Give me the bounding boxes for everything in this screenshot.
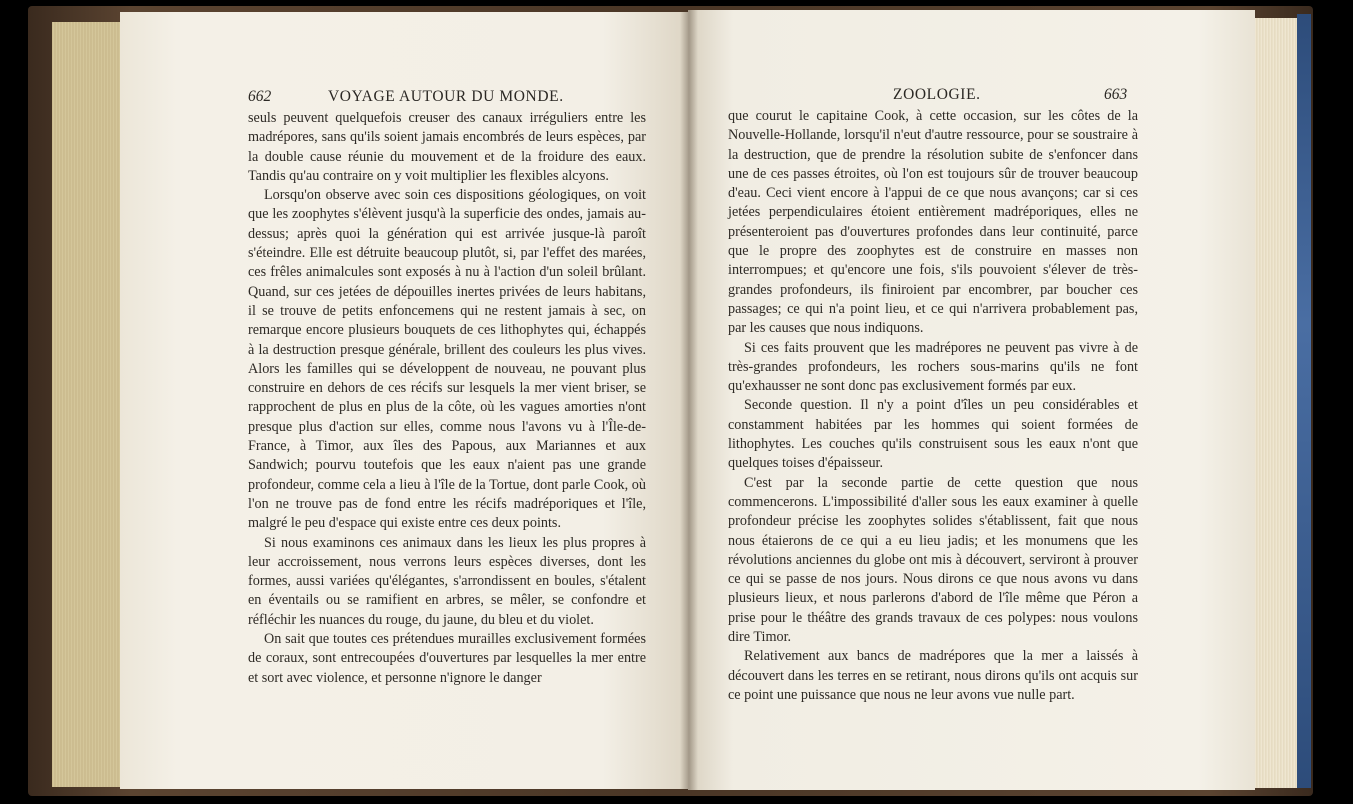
left-page-edges (52, 22, 122, 787)
right-paragraph-5: Relativement aux bancs de madrépores que la mer a laissés à découvert dans les terres en se retirant, nous dirons qu'ils ont acquis sur ce point une puissance que nous ne leur avons vue nulle part. (728, 648, 1138, 703)
left-paragraph-4: On sait que toutes ces prétendues murailles exclusivement formées de coraux, sont entrecoupées d'ouvertures par lesquelles la mer entre et sort avec violence, et personne n'ignore le danger (248, 631, 646, 686)
right-paragraph-2: Si ces faits prouvent que les madrépores ne peuvent pas vivre à de très-grandes profondeurs, les rochers sous-marins qu'ils ne font qu'exhausser ne sont donc pas exclusivement formés par eux. (728, 339, 1138, 395)
right-page (688, 10, 1255, 790)
left-running-head (248, 88, 668, 110)
left-paragraph-2: Lorsqu'on observe avec soin ces dispositions géologiques, on voit que les zoophytes s'élèvent jusqu'à la superficie des ondes, jamais au-dessus; après quoi la génération qui est arrivée jusque-là paroît s'éteindre. Elle est détruite beaucoup plutôt, si, par l'effet des marées, ces frêles animalcules sont exposés à nu à l'action d'un soleil brûlant. Quand, sur ces jetées de dépouilles inertes privées de leurs habitans, il se trouve de petits enfoncemens qui ne restent jamais à sec, on remarque encore plusieurs bouquets de ces lithophytes qui, échappés à la destruction presque générale, brillent des couleurs les plus vives. Alors les familles qui se développent de nouveau, ne pouvant plus construire en dehors de ces récifs sur lesquels la mer vient briser, se rapprochent de plus en plus de la côte, où les vagues amorties n'ont presque plus d'action sur elles, comme nous l'avons vu à l'Île-de-France, à Timor, aux îles des Papous, aux Mariannes et aux Sandwich; pourvu toutefois que les eaux n'aient pas une grande profondeur, comme cela a lieu à l'île de la Tortue, dont parle Cook, où l'on ne trouve pas de fond entre les récifs madréporiques et l'île, malgré le peu d'espace qui existe entre ces deux points. (248, 187, 646, 532)
right-running-head (728, 86, 1238, 108)
right-text-block (728, 107, 1138, 705)
right-paragraph-3: Seconde question. Il n'y a point d'îles un peu considérables et constamment habitées par les hommes qui soient formées de lithophytes. Les couches qu'ils construisent sous les eaux n'ont que quelques toises d'épaisseur. (728, 397, 1138, 472)
left-text-block (248, 109, 646, 688)
left-page (120, 12, 688, 789)
left-running-title: VOYAGE AUTOUR DU MONDE. (328, 88, 564, 105)
right-paragraph-4: C'est par la seconde partie de cette question que nous commencerons. L'impossibilité d'aller sous les eaux examiner à quelle profondeur précise les zoophytes solides s'établissent, fait que nous nous étaierons de ce qui a eu lieu jadis; et les monumens que les révolutions anciennes du globe ont mis à découvert, serviront à prouver ce qui se passe de nos jours. Nous dirons ce que nous avons vu dans plusieurs lieux, et nous parlerons d'abord de l'île même que Péron a prise pour le théâtre des grands travaux de ces polypes: nous voulons dire Timor. (728, 474, 1138, 646)
left-paragraph-1: seuls peuvent quelquefois creuser des canaux irréguliers entre les madrépores, sans qu'ils soient jamais encombrés de leurs espèces, par la double cause réunie du mouvement et de la froidure des eaux. Tandis qu'au contraire on y voit multiplier les flexibles alcyons. (248, 110, 646, 184)
left-paragraph-3: Si nous examinons ces animaux dans les lieux les plus propres à leur accroissement, nous verrons leurs espèces diverses, dont les formes, aussi variées qu'élégantes, s'arrondissent en boules, s'étalent en éventails ou se ramifient en arbres, se mêler, se confondre et réfléchir les nuances du rouge, du jaune, du bleu et du violet. (248, 534, 646, 628)
marbled-endpaper (1297, 14, 1311, 788)
right-page-number: 663 (1104, 86, 1128, 103)
left-page-number: 662 (248, 88, 272, 105)
book-gutter (680, 10, 698, 790)
right-running-title: ZOOLOGIE. (893, 86, 981, 103)
right-paragraph-1: que courut le capitaine Cook, à cette occasion, sur les côtes de la Nouvelle-Hollande, lorsqu'il n'eut d'autre ressource, pour se soustraire à la destruction, que de prendre la résolution subite de s'enfoncer dans une de ces passes étroites, où l'on est toujours sûr de trouver beaucoup d'eau. Ceci vient encore à l'appui de ce que nous avançons; car si ces jetées perpendiculaires étoient entièrement madréporiques, elles ne présenteroient pas d'ouvertures profondes dans leur continuité, parce que le propre des zoophytes est de construire en masses non interrompues; et qu'encore une fois, s'ils pouvoient s'élever de très-grandes profondeurs, ils finiroient par encombrer, par boucher ces passages; ce qui n'a point lieu, et ce qui n'arrivera probablement pas, par les causes que nous indiquons. (728, 108, 1138, 337)
